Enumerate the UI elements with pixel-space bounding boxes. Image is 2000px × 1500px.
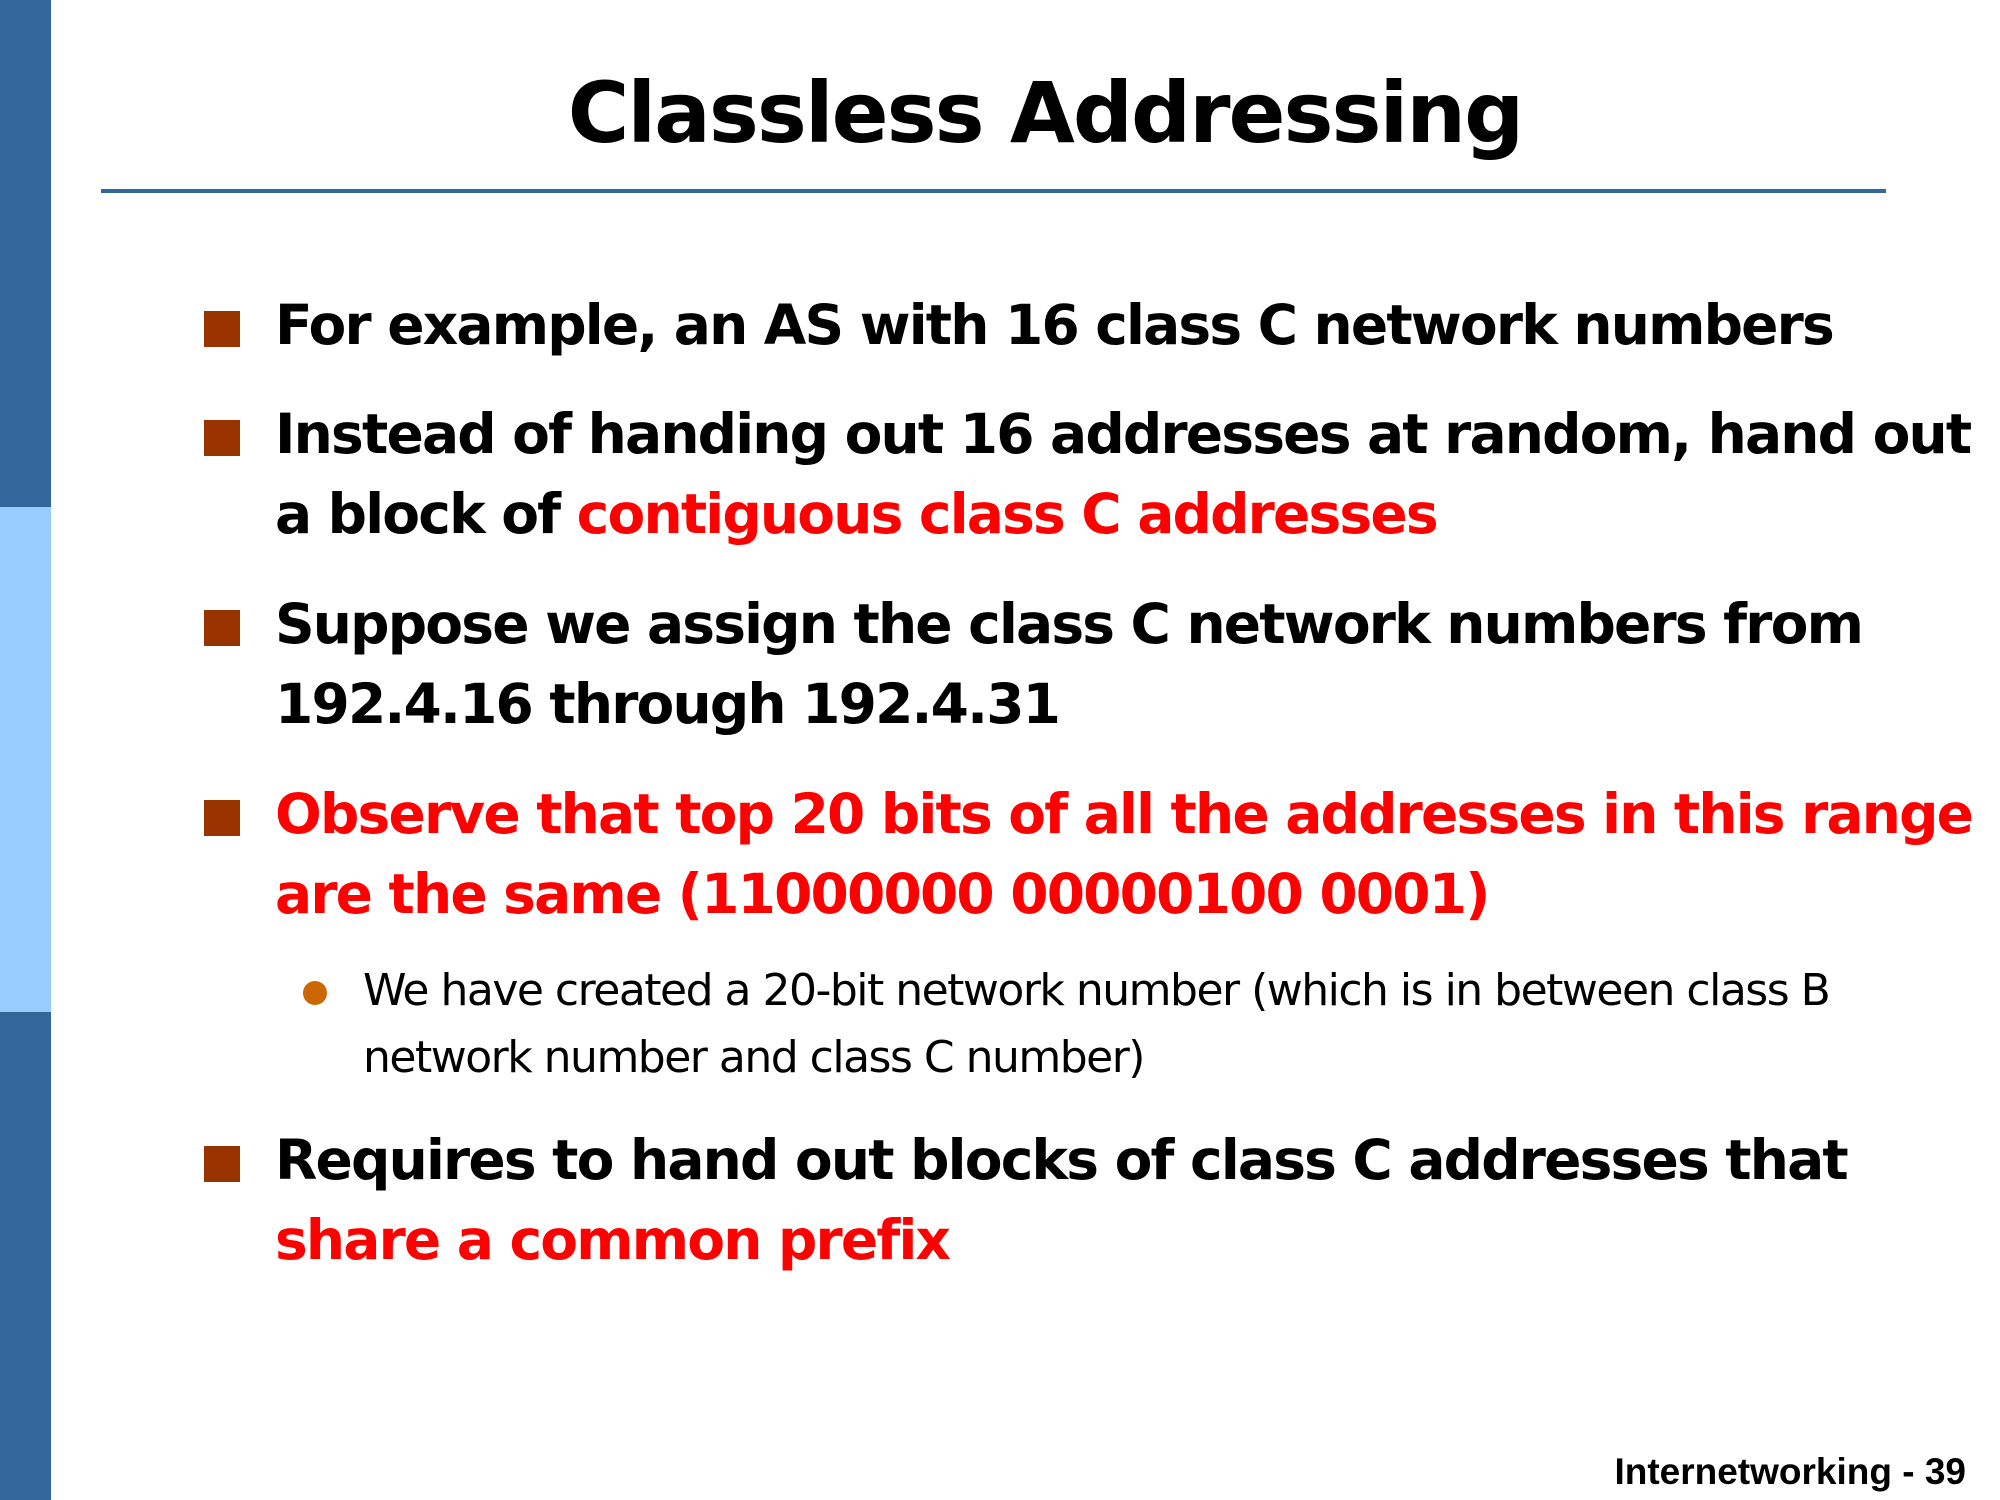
square-bullet-icon [204,800,240,836]
square-bullet-icon [204,420,240,456]
bullet-item-4 [275,774,1985,934]
title-divider [101,189,1886,193]
square-bullet-icon [204,311,240,347]
round-bullet-icon [303,981,327,1005]
slide-title: Classless Addressing [567,64,1523,162]
bullet-highlight-text: share a common prefix [275,1208,950,1272]
subbullet-item-1 [363,957,1923,1091]
square-bullet-icon [204,610,240,646]
bullet-highlight-text: Observe that top 20 bits of all the addresses in this range are the same (11000000 00000100 0001) [275,782,1973,926]
square-bullet-icon [204,1146,240,1182]
sidebar-decoration [0,0,51,1500]
slide-footer: Internetworking - 39 [1614,1451,1966,1492]
sidebar-segment-middle [0,507,51,1012]
subbullet-text: We have created a 20-bit network number (which is in between class B network number and class C number) [363,965,1830,1083]
sidebar-segment-top [0,0,51,507]
bullet-text: Requires to hand out blocks of class C addresses that [275,1128,1847,1192]
bullet-item-5 [275,1120,1985,1280]
bullet-item-2 [275,394,1985,554]
bullet-text: Instead of handing out 16 addresses at random, hand out a block of [275,402,1971,546]
bullet-text: For example, an AS with 16 class C network numbers [275,293,1833,357]
bullet-text: Suppose we assign the class C network numbers from 192.4.16 through 192.4.31 [275,592,1863,736]
bullet-item-1 [275,285,1985,365]
sidebar-segment-bottom [0,1012,51,1500]
bullet-highlight-text: contiguous class C addresses [576,482,1437,546]
bullet-item-3 [275,584,1985,744]
